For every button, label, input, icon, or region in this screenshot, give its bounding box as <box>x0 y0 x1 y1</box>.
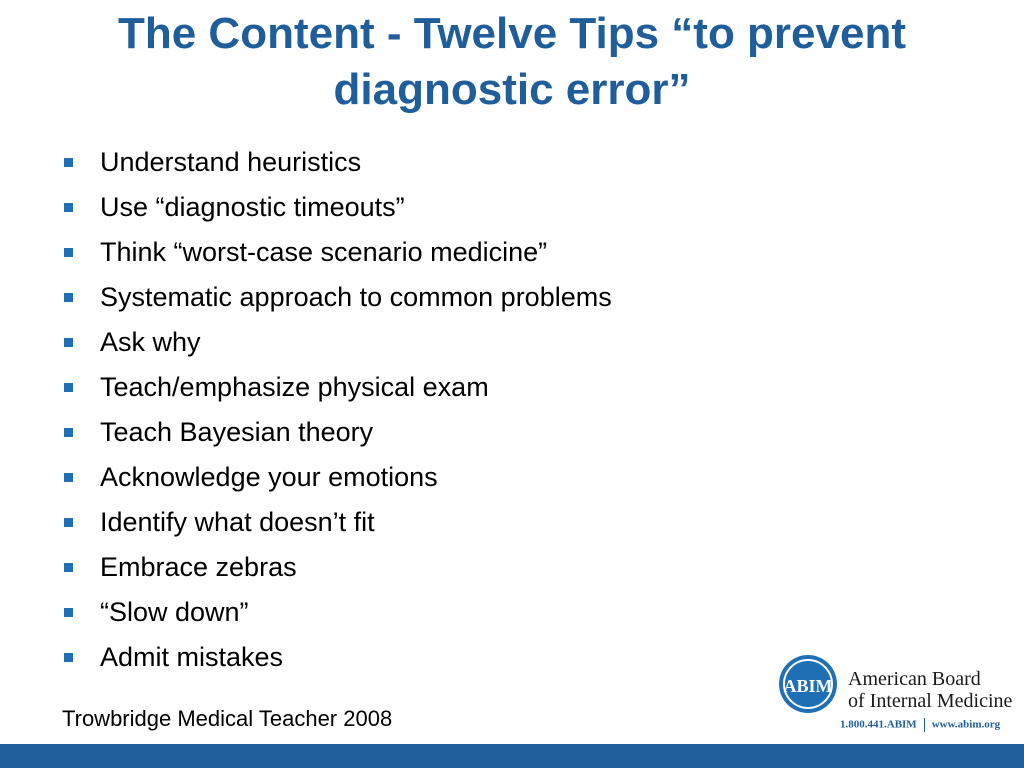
bullet-text: Use “diagnostic timeouts” <box>100 192 405 222</box>
bullet-text: Think “worst-case scenario medicine” <box>100 237 548 267</box>
bullet-item <box>62 365 612 410</box>
abim-logo <box>778 654 1018 738</box>
abim-contact <box>840 718 1000 732</box>
bullet-item <box>62 230 612 275</box>
bullet-text: “Slow down” <box>100 597 249 627</box>
bullet-item <box>62 275 612 320</box>
square-bullet-icon <box>64 608 73 617</box>
bullet-text: Identify what doesn’t fit <box>100 507 375 537</box>
square-bullet-icon <box>64 248 73 257</box>
slide-title <box>0 6 1024 118</box>
square-bullet-icon <box>64 383 73 392</box>
bullet-item <box>62 500 612 545</box>
square-bullet-icon <box>64 653 73 662</box>
bullet-text: Systematic approach to common problems <box>100 282 612 312</box>
square-bullet-icon <box>64 428 73 437</box>
bullet-list <box>62 140 612 680</box>
citation: Trowbridge Medical Teacher 2008 <box>62 706 393 731</box>
square-bullet-icon <box>64 203 73 212</box>
bullet-item <box>62 545 612 590</box>
bullet-text: Admit mistakes <box>100 642 284 672</box>
square-bullet-icon <box>64 518 73 527</box>
bullet-item <box>62 185 612 230</box>
bullet-text: Embrace zebras <box>100 552 297 582</box>
bullet-item <box>62 320 612 365</box>
footer-bar <box>0 744 1024 768</box>
bullet-item <box>62 455 612 500</box>
square-bullet-icon <box>64 473 73 482</box>
slide-title-line-2: diagnostic error” <box>333 65 691 114</box>
slide-title-line-1: The Content - Twelve Tips “to prevent <box>117 9 906 58</box>
square-bullet-icon <box>64 293 73 302</box>
bullet-item <box>62 590 612 635</box>
abim-org-name <box>848 668 1012 712</box>
abim-phone: 1.800.441.ABIM <box>840 718 917 731</box>
bullet-text: Teach Bayesian theory <box>100 417 374 447</box>
abim-website: www.abim.org <box>931 718 1001 731</box>
bullet-text: Understand heuristics <box>100 147 362 177</box>
contact-divider <box>924 718 925 732</box>
abim-seal-icon <box>778 654 838 714</box>
square-bullet-icon <box>64 338 73 347</box>
bullet-text: Ask why <box>100 327 201 357</box>
square-bullet-icon <box>64 158 73 167</box>
bullet-item <box>62 410 612 455</box>
bullet-text: Acknowledge your emotions <box>100 462 438 492</box>
abim-org-name-line-2: of Internal Medicine <box>848 690 1013 712</box>
bullet-item <box>62 140 612 185</box>
bullet-text: Teach/emphasize physical exam <box>100 372 489 402</box>
seal-lettering: ABIM <box>783 676 833 696</box>
abim-org-name-line-1: American Board <box>848 668 981 690</box>
square-bullet-icon <box>64 563 73 572</box>
bullet-item <box>62 635 612 680</box>
